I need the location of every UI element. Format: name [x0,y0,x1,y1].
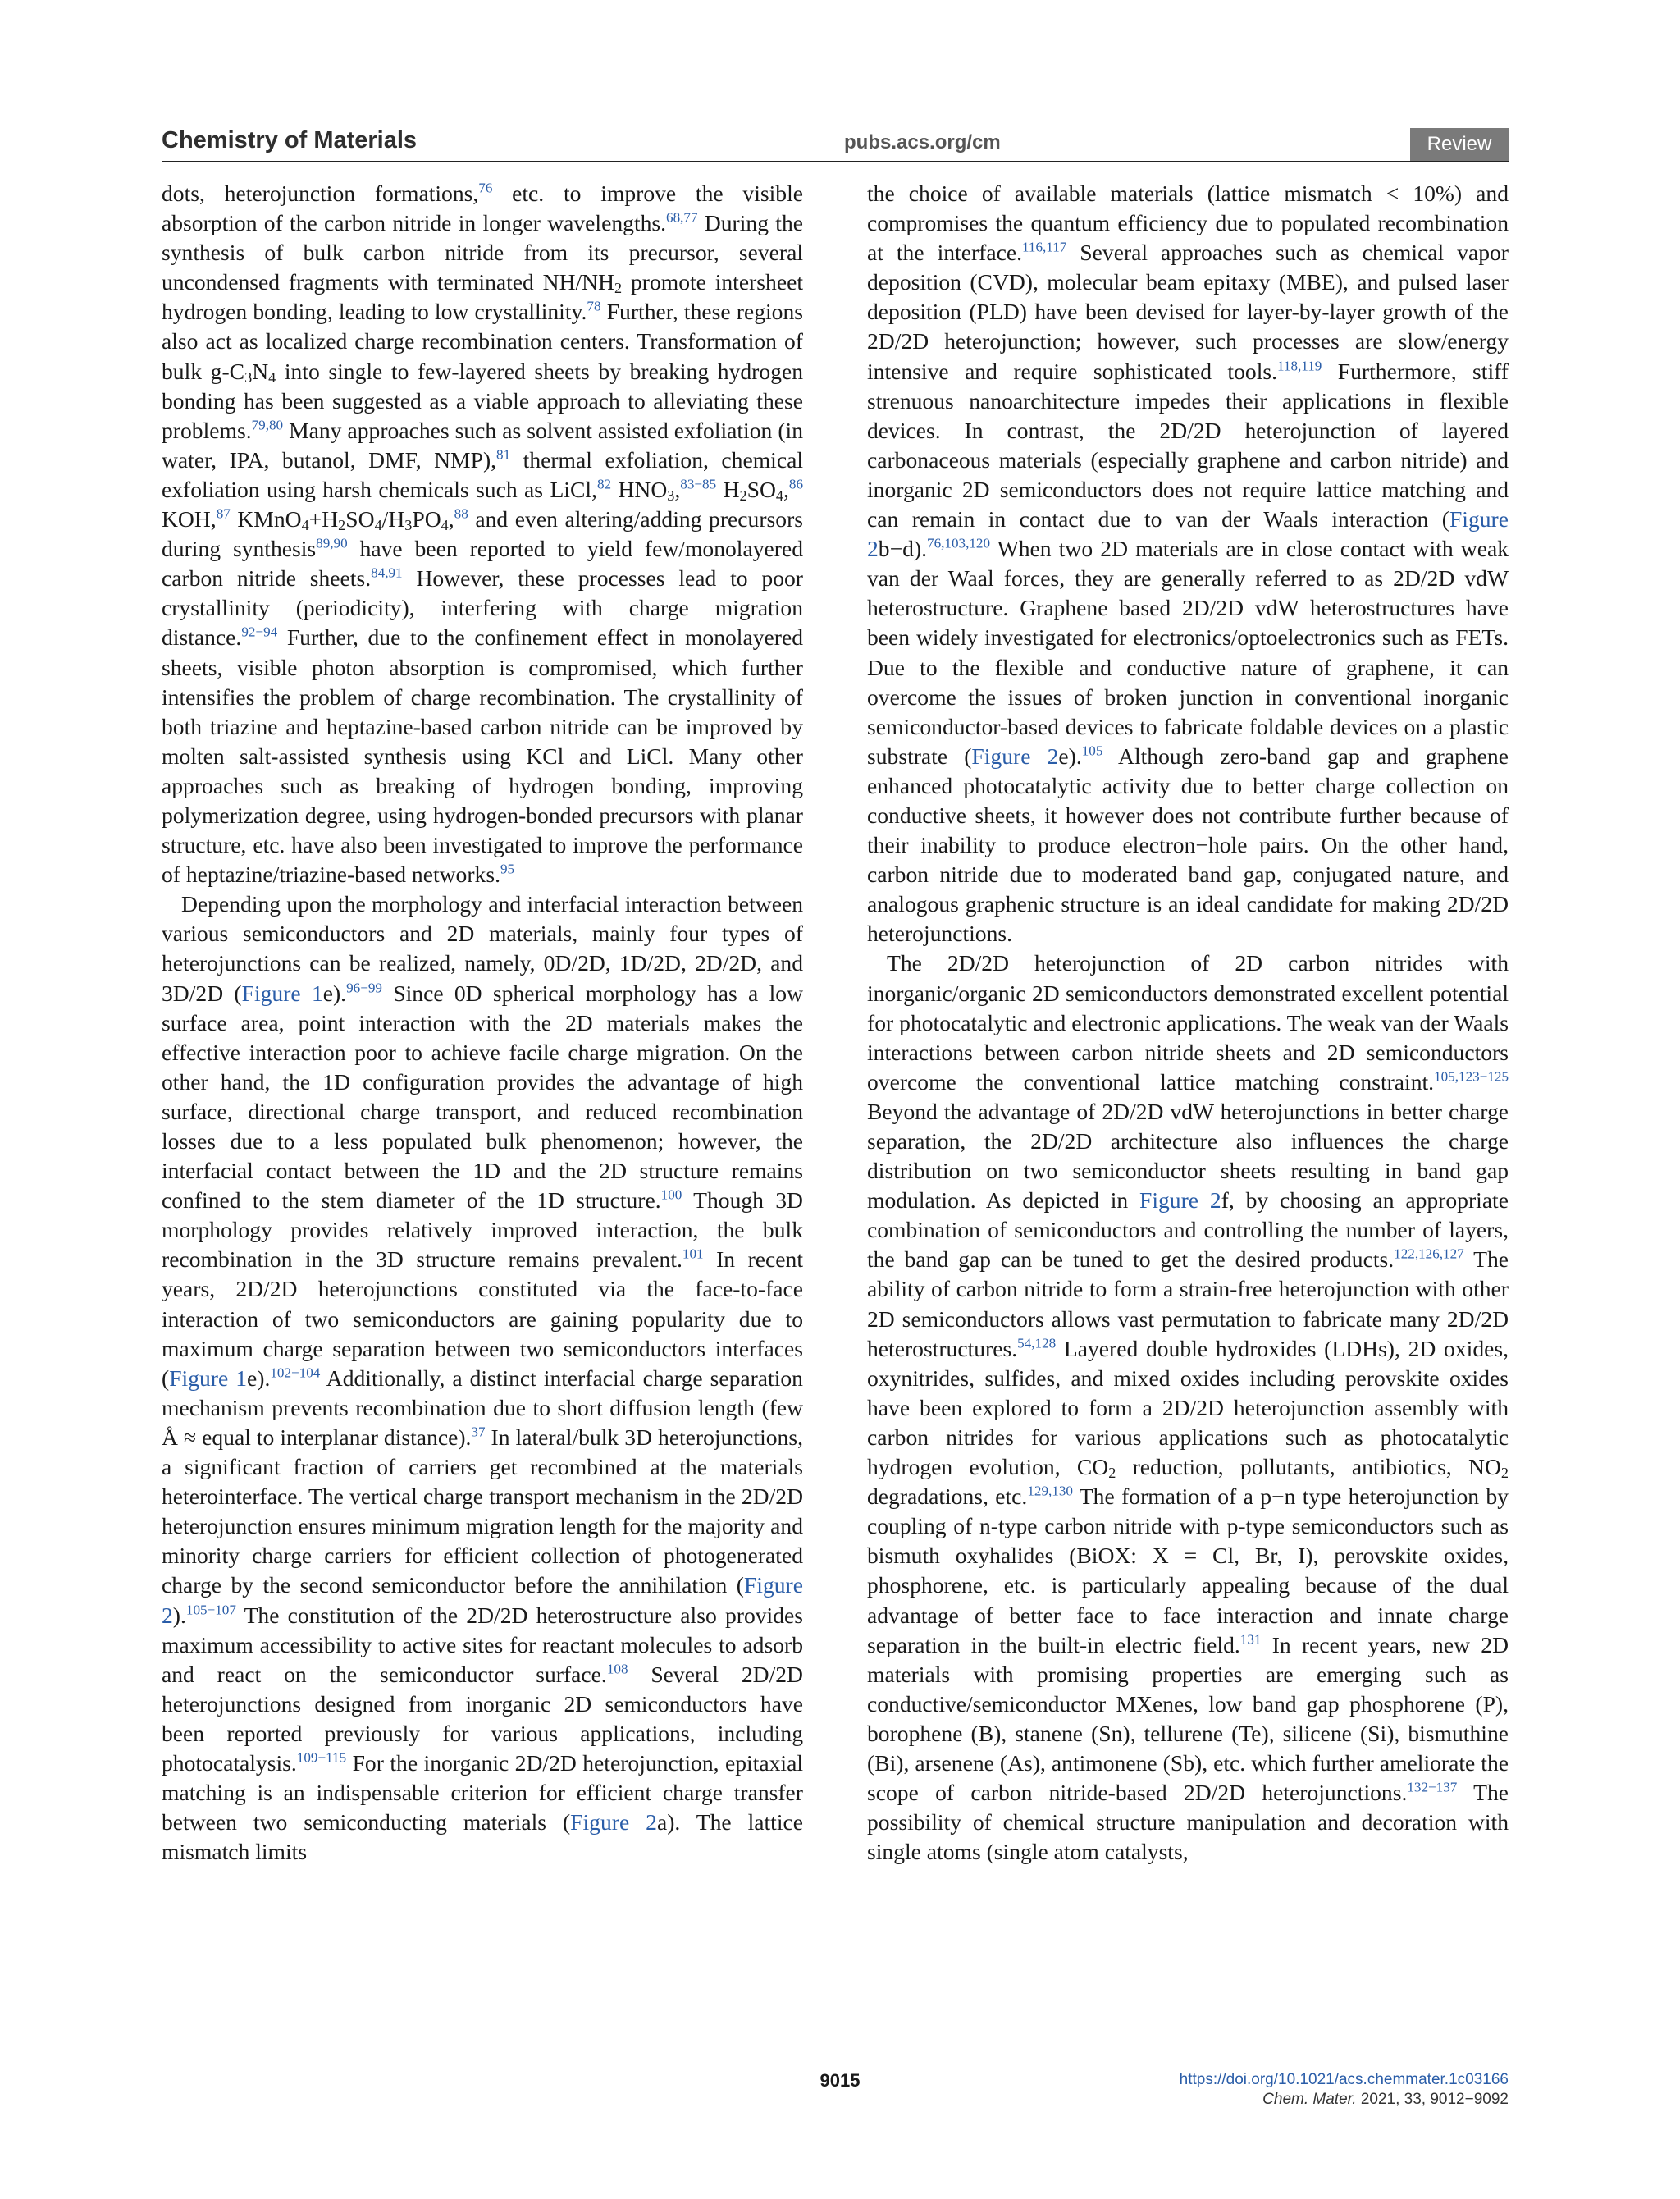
citation-ref[interactable]: 105−107 [185,1601,236,1617]
citation-ref[interactable]: 129,130 [1027,1483,1073,1499]
journal-url[interactable]: pubs.acs.org/cm [844,131,1001,153]
figure-link[interactable]: Figure 2 [570,1809,657,1836]
citation-ref[interactable]: 87 [216,505,231,522]
citation-ref[interactable]: 78 [587,298,601,314]
citation-ref[interactable]: 108 [606,1661,628,1677]
figure-link[interactable]: Figure 2 [162,1572,803,1628]
right-paragraph-2: The 2D/2D heterojunction of 2D carbon nitrides with inorganic/organic 2D semiconductors demonstrated excellent potential for photocatalytic and electronic applications. The weak van der Waals interactions between carbon nitride sheets and 2D semiconductors overcome the conventional lattice matching constraint.$^{105,123-125}$ Beyond the advantage of 2D/2D vdW heterojunctions in better charge separation, the 2D/2D architecture also influences the charge distribution on two semiconductor sheets resulting in band gap modulation. As depicted in Figure 2f, by choosing an appropriate combination of semiconductors and controlling the number of layers, the band gap can be tuned to get the desired products.$^{122,126,127}$ The ability of carbon nitride to form a strain-free heterojunction with other 2D semiconductors allows vast permutation to fabricate many 2D/2D heterostructures.$^{54,128}$ Layered double hydroxides (LDHs), 2D oxides, oxynitrides, sulfides, and mixed oxides including perovskite oxides have been explored to form a 2D/2D heterojunction assembly with carbon nitrides for various applications such as photocatalytic hydrogen evolution, $CO_2$ reduction, pollutants, antibiotics, $NO_2$ degradations, etc.$^{129,130}$ The formation of a p−n type heterojunction by coupling of n-type carbon nitride with p-type semiconductors such as bismuth oxyhalides (BiOX: X = Cl, Br, I), perovskite oxides, phosphorene, etc. is particularly appealing because of the dual advantage of better face to face interaction and innate charge separation in the built-in electric field.$^{131}$ In recent years, new 2D materials with promising properties are emerging such as conductive/semiconductor MXenes, low band gap phosphorene (P), borophene (B), stanene (Sn), tellurene (Te), silicene (Si), bismuthine (Bi), arsenene (As), antimonene (Sb), etc. which further ameliorate the scope of carbon nitride-based 2D/2D heterojunctions.$^{132-137}$ The possibility of chemical structure manipulation and decoration with single atoms (single atom catalysts, [867,950,1509,1865]
page-header [162,123,1509,162]
citation-ref[interactable]: 89,90 [316,535,348,551]
journal-title: Chemistry of Materials [162,127,418,153]
footer-citation [1180,2070,1509,2110]
citation-ref[interactable]: 101 [682,1246,704,1262]
citation-ref[interactable]: 105 [1081,743,1103,759]
citation-ref[interactable]: 76 [478,180,493,196]
citation-ref[interactable]: 102−104 [270,1365,321,1381]
citation-ref[interactable]: 54,128 [1017,1335,1057,1351]
citation-ref[interactable]: 88 [454,505,468,522]
citation-ref[interactable]: 84,91 [371,565,403,581]
figure-link[interactable]: Figure 1 [169,1365,248,1391]
left-paragraph-1: dots, heterojunction formations,$^{76}$ etc. to improve the visible absorption of the carbon nitride in longer wavelengths.$^{68,77}$ During the synthesis of bulk carbon nitride from its precursor, several uncondensed fragments with terminated $NH/NH_2$ promote intersheet hydrogen bonding, leading to low crystallinity.$^{78}$ Further, these regions also act as localized charge recombination centers. Transformation of bulk $g-C_3N_4$ into single to few-layered sheets by breaking hydrogen bonding has been suggested as a viable approach to alleviating these problems.$^{79,80}$ Many approaches such as solvent assisted exfoliation (in water, IPA, butanol, DMF, NMP),$^{81}$ thermal exfoliation, chemical exfoliation using harsh chemicals such as LiCl,$^{82}$ $HNO_3,^{83-85}$ $H_2SO_4,^{86}$ KOH,$^{87}$ $KMnO_4+H_2SO_4/H_3PO_4,^{88}$ and even altering/adding precursors during synthesis$^{89,90}$ have been reported to yield few/monolayered carbon nitride sheets.$^{84,91}$ However, these processes lead to poor crystallinity (periodicity), interfering with charge migration distance.$^{92-94}$ Further, due to the confinement effect in monolayered sheets, visible photon absorption is compromised, which further intensifies the problem of charge recombination. The crystallinity of both triazine and heptazine-based carbon nitride can be improved by molten salt-assisted synthesis using KCl and LiCl. Many other approaches such as breaking of hydrogen bonding, improving polymerization degree, using hydrogen-bonded precursors with planar structure, etc. have also been investigated to improve the performance of heptazine/triazine-based networks.$^{95}$ [162,180,804,888]
figure-link[interactable]: Figure 2 [1139,1187,1221,1214]
citation-ref[interactable]: 116,117 [1021,239,1067,255]
citation-ref[interactable]: 79,80 [251,417,284,433]
citation-ref[interactable]: 122,126,127 [1394,1246,1464,1262]
citation-ref[interactable]: 109−115 [296,1749,347,1766]
citation-ref[interactable]: 82 [596,476,612,492]
figure-link[interactable]: Figure 2 [971,743,1059,769]
citation-ref[interactable]: 96−99 [346,979,382,995]
citation-ref[interactable]: 100 [660,1186,682,1203]
figure-link[interactable]: Figure 1 [241,980,323,1006]
doi-link[interactable]: https://doi.org/10.1021/acs.chemmater.1c03166 [1179,2071,1509,2088]
citation-ref[interactable]: 68,77 [666,209,698,226]
left-column [162,179,803,1867]
right-paragraph-1: the choice of available materials (lattice mismatch < 10%) and compromises the quantum efficiency due to populated recombination at the interface.$^{116,117}$ Several approaches such as chemical vapor deposition (CVD), molecular beam epitaxy (MBE), and pulsed laser deposition (PLD) have been devised for layer-by-layer growth of the 2D/2D heterojunction; however, such processes are slow/energy intensive and require sophisticated tools.$^{118,119}$ Furthermore, stiff strenuous nanoarchitecture impedes their applications in flexible devices. In contrast, the 2D/2D heterojunction of layered carbonaceous materials (especially graphene and carbon nitride) and inorganic 2D semiconductors does not require lattice matching and can remain in contact due to van der Waals interaction (Figure 2b−d).$^{76,103,120}$ When two 2D materials are in close contact with weak van der Waal forces, they are generally referred to as 2D/2D vdW heterostructure. Graphene based 2D/2D vdW heterostructures have been widely investigated for electronics/optoelectronics such as FETs. Due to the flexible and conductive nature of graphene, it can overcome the issues of broken junction in conventional inorganic semiconductor-based devices to fabricate foldable devices on a plastic substrate (Figure 2e).$^{105}$ Although zero-band gap and graphene enhanced photocatalytic activity due to better charge collection on conductive sheets, it however does not contribute further because of their inability to produce electron−hole pairs. On the other hand, carbon nitride due to moderated band gap, conjugated nature, and analogous graphenic structure is an ideal candidate for making 2D/2D heterojunctions. [867,181,1509,947]
citation-ref[interactable]: 76,103,120 [927,535,991,551]
citation-ref[interactable]: 92−94 [241,624,278,640]
right-column [867,179,1509,1867]
citation-ref[interactable]: 118,119 [1277,357,1322,373]
figure-link[interactable]: Figure 2 [867,506,1509,562]
article-type-badge: Review [1410,128,1509,161]
citation-ref[interactable]: 81 [496,446,511,463]
citation-ref[interactable]: 37 [471,1424,486,1440]
citation-ref[interactable]: 86 [788,476,804,492]
journal-citation: Chem. Mater. 2021, 33, 9012−9092 [1262,2091,1509,2108]
page-number: 9015 [819,2070,861,2091]
citation-ref[interactable]: 131 [1239,1630,1262,1647]
left-paragraph-2: Depending upon the morphology and interfacial interaction between various semiconductors and 2D materials, mainly four types of heterojunctions can be realized, namely, 0D/2D, 1D/2D, 2D/2D, and 3D/2D (Figure 1e).$^{96-99}$ Since 0D spherical morphology has a low surface area, point interaction with the 2D materials makes the effective interaction poor to achieve facile charge migration. On the other hand, the 1D configuration provides the advantage of high surface, directional charge transport, and reduced recombination losses due to a less populated bulk phenomenon; however, the interfacial contact between the 1D and the 2D structure remains confined to the stem diameter of the 1D structure.$^{100}$ Though 3D morphology provides relatively improved interaction, the bulk recombination in the 3D structure remains prevalent.$^{101}$ In recent years, 2D/2D heterojunctions constituted via the face-to-face interaction of two semiconductors are gaining popularity due to maximum charge separation between two semiconductors interfaces (Figure 1e).$^{102-104}$ Additionally, a distinct interfacial charge separation mechanism prevents recombination due to short diffusion length (few Å ≈ equal to interplanar distance).$^{37}$ In lateral/bulk 3D heterojunctions, a significant fraction of carriers get recombined at the materials heterointerface. The vertical charge transport mechanism in the 2D/2D heterojunction ensures minimum migration length for the majority and minority charge carriers for efficient collection of photogenerated charge by the second semiconductor before the annihilation (Figure 2).$^{105-107}$ The constitution of the 2D/2D heterostructure also provides maximum accessibility to active sites for reactant molecules to adsorb and react on the semiconductor surface.$^{108}$ Several 2D/2D heterojunctions designed from inorganic 2D semiconductors have been reported previously for various applications, including photocatalysis.$^{109-115}$ For the inorganic 2D/2D heterojunction, epitaxial matching is an indispensable criterion for efficient charge transfer between two semiconducting materials (Figure 2a). The lattice mismatch limits [162,891,803,1865]
citation-ref[interactable]: 132−137 [1407,1779,1458,1795]
citation-ref[interactable]: 95 [500,861,515,877]
citation-ref[interactable]: 105,123−125 [1434,1068,1509,1085]
citation-ref[interactable]: 83−85 [680,476,717,492]
